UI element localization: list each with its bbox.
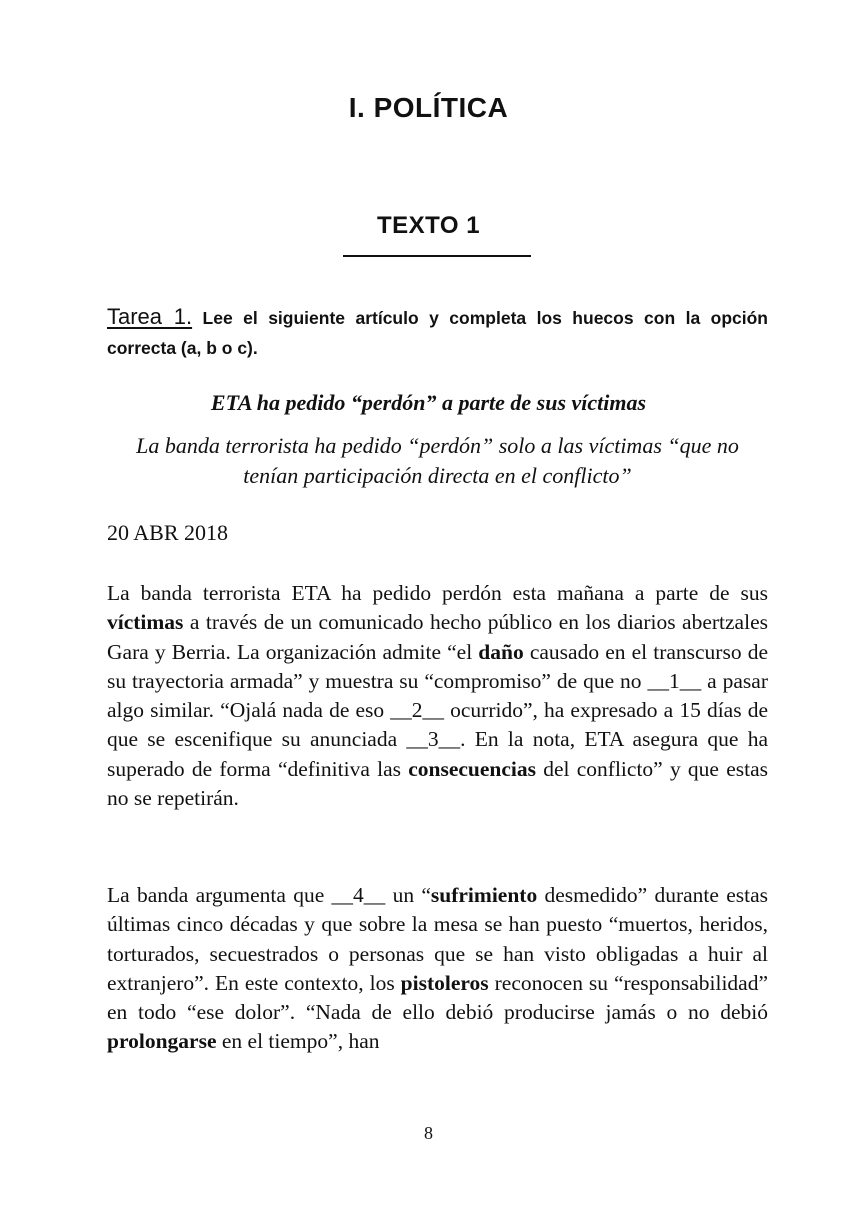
text-run: causado en el transcurso de su trayectoria armada” y muestra su “compromiso” de que no __1__ a pasar algo similar. “Ojalá nada de eso __2__ ocurrido”, ha expresado a 15 días de que se escenifique su anunciada __3__. En la nota, ETA asegura que ha superado de forma “definitiva las — [107, 639, 768, 781]
text-run: del conflicto” y que estas no se repetirán. — [107, 756, 768, 811]
text-run: desmedido” durante estas últimas cinco décadas y que sobre la mesa se han puesto “muertos, heridos, torturados, secuestrados o personas que se han visto obligadas a huir al extranjero”. En este contexto, los — [107, 883, 769, 995]
article-date: 20 ABR 2018 — [107, 520, 229, 545]
task-text: Lee el siguiente artículo y completa los huecos con la opción correcta (a, b o c). — [107, 308, 768, 358]
section-title-underline — [343, 255, 531, 257]
article-paragraph-1 — [107, 579, 768, 813]
text-run: en el tiempo”, han — [216, 1029, 380, 1054]
bold-term: víctimas — [107, 610, 184, 635]
article-paragraph-2 — [107, 881, 768, 1057]
bold-term: daño — [478, 639, 524, 664]
text-run: reconocen su “responsabilidad” en todo “ese dolor”. “Nada de ello debió producirse jamás o no debió — [107, 970, 768, 1025]
bold-term: pistoleros — [400, 970, 489, 995]
bold-term: prolongarse — [107, 1029, 217, 1054]
task-label: Tarea 1. — [107, 304, 193, 329]
chapter-title: I. POLÍTICA — [348, 92, 509, 123]
page-number: 8 — [424, 1123, 433, 1143]
text-run: La banda argumenta que __4__ un “ — [107, 883, 431, 907]
article-headline: ETA ha pedido “perdón” a parte de sus víctimas — [210, 390, 647, 415]
task-instruction — [107, 302, 768, 363]
bold-term: sufrimiento — [430, 883, 538, 907]
text-run: a través de un comunicado hecho público en los diarios abertzales Gara y Berria. La organización admite “el — [107, 610, 768, 664]
section-title: TEXTO 1 — [376, 212, 481, 239]
bold-term: consecuencias — [408, 756, 537, 781]
text-run: La banda terrorista ETA ha pedido perdón esta mañana a parte de sus — [107, 581, 768, 605]
article-subheadline: La banda terrorista ha pedido “perdón” solo a las víctimas “que no tenían participación directa en el conflicto” — [136, 433, 739, 488]
